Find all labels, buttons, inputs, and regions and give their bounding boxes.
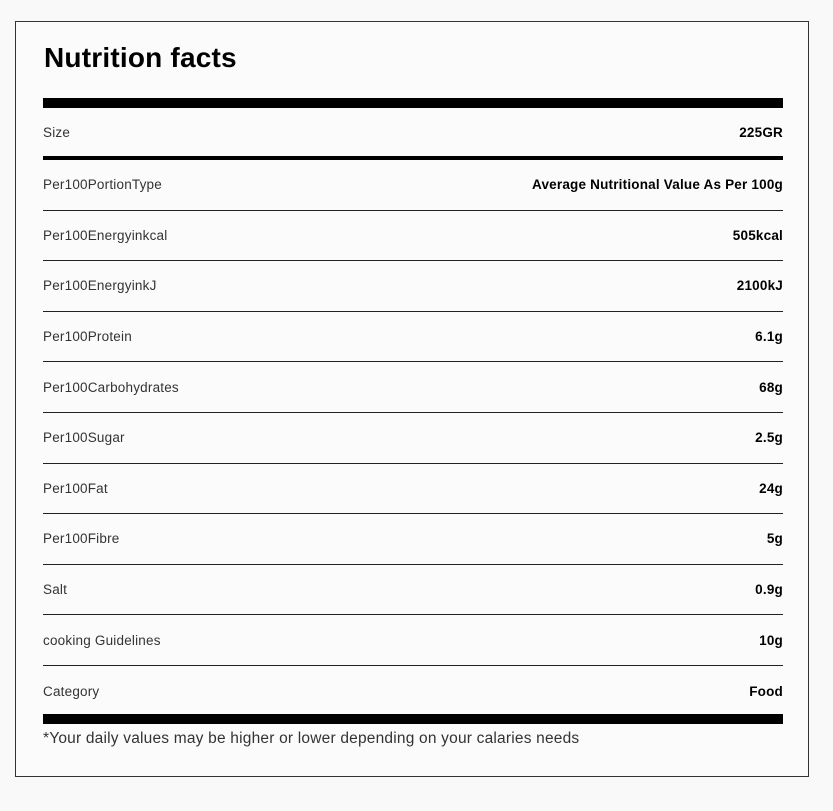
daily-values-footnote: *Your daily values may be higher or lower depending on your calaries needs	[43, 730, 580, 747]
row-label: Salt	[43, 582, 68, 598]
nutrition-row-fat	[43, 464, 783, 515]
row-value: 5g	[766, 531, 783, 547]
row-value: 6.1g	[755, 329, 783, 345]
nutrition-facts-panel	[15, 21, 809, 777]
nutrition-row-carbohydrates	[43, 362, 783, 413]
top-thick-divider	[43, 98, 783, 108]
nutrition-row-fibre	[43, 514, 783, 565]
nutrition-row-size	[43, 108, 783, 160]
nutrition-row-energy-kj	[43, 261, 783, 312]
row-value: 225GR	[739, 124, 783, 140]
row-value: Food	[749, 683, 783, 699]
row-value: 2100kJ	[736, 278, 783, 294]
nutrition-row-cooking-guidelines	[43, 615, 783, 666]
row-label: Per100Protein	[43, 329, 132, 345]
row-label: Per100EnergyinkJ	[43, 278, 157, 294]
row-label: Category	[43, 683, 100, 699]
row-label: cooking Guidelines	[43, 632, 161, 648]
row-value: 505kcal	[732, 227, 783, 243]
nutrition-row-protein	[43, 312, 783, 363]
nutrition-table	[43, 108, 783, 717]
nutrition-row-portion-type	[43, 160, 783, 211]
row-label: Per100PortionType	[43, 177, 162, 193]
row-label: Per100Energyinkcal	[43, 227, 168, 243]
row-label: Per100Sugar	[43, 430, 125, 446]
nutrition-row-sugar	[43, 413, 783, 464]
row-label: Per100Fat	[43, 480, 108, 496]
row-value: 10g	[759, 632, 783, 648]
row-value: 24g	[759, 480, 783, 496]
nutrition-row-energy-kcal	[43, 211, 783, 262]
row-label: Per100Carbohydrates	[43, 379, 179, 395]
row-value: Average Nutritional Value As Per 100g	[532, 177, 783, 193]
row-value: 68g	[759, 379, 783, 395]
nutrition-row-salt	[43, 565, 783, 616]
row-value: 2.5g	[755, 430, 783, 446]
row-label: Per100Fibre	[43, 531, 120, 547]
row-label: Size	[43, 124, 71, 140]
row-value: 0.9g	[755, 582, 783, 598]
nutrition-facts-title: Nutrition facts	[44, 42, 237, 73]
bottom-thick-divider	[43, 714, 783, 724]
nutrition-row-category	[43, 666, 783, 717]
